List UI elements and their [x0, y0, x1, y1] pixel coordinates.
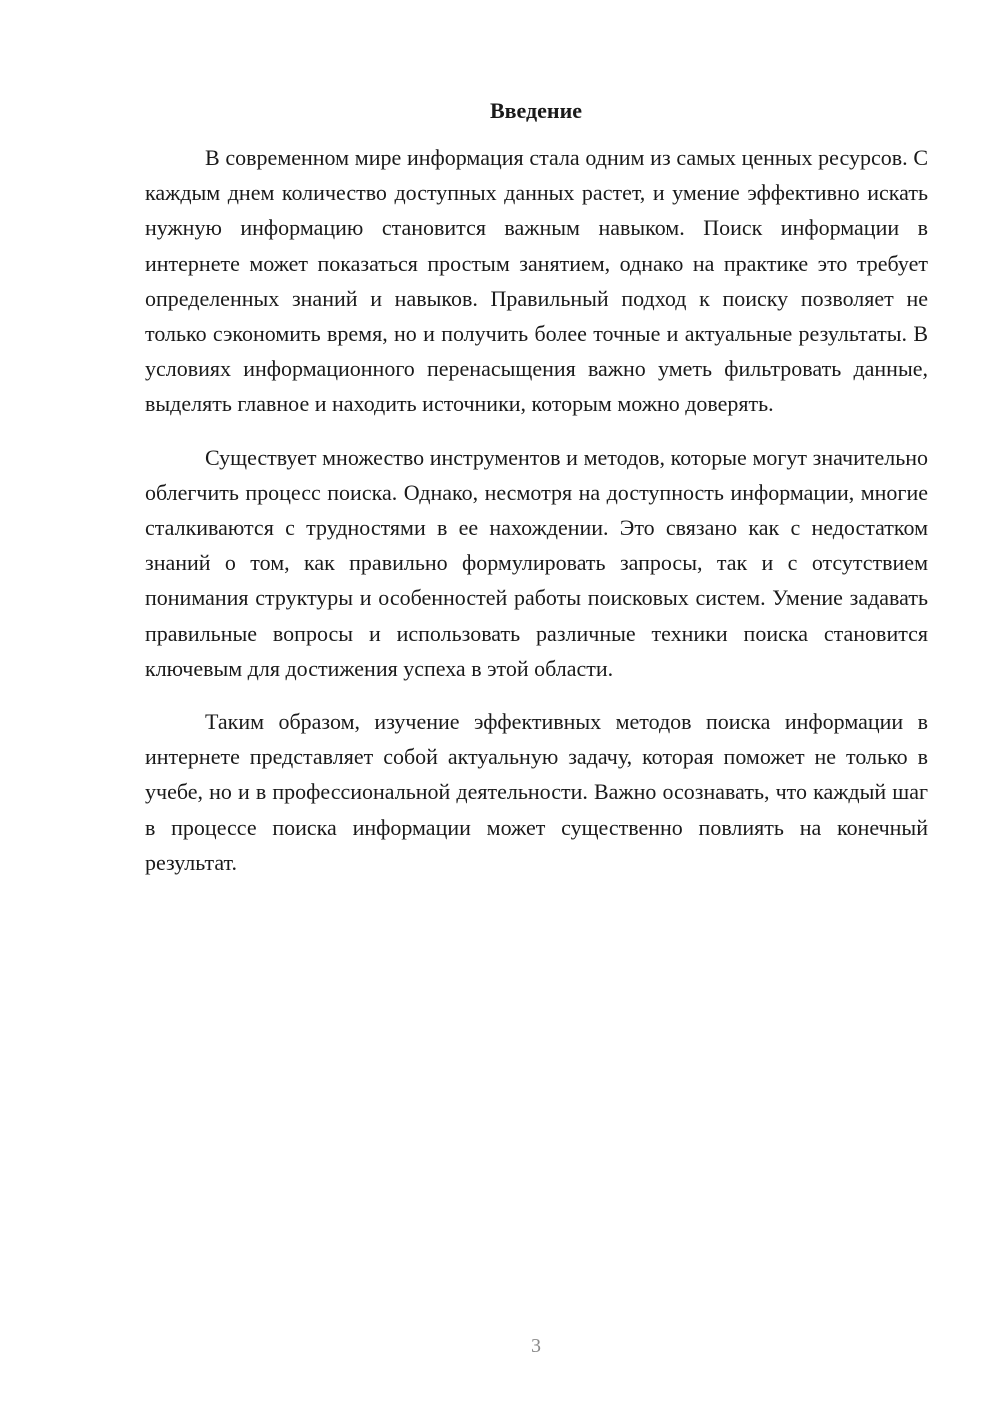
- section-title: Введение: [489, 98, 583, 123]
- paragraph-1: В современном мире информация стала одним из самых ценных ресурсов. С каждым днем количество доступных данных растет, и умение эффективно искать нужную информацию становится важным навыком. Поиск информации в интернете может показаться простым занятием, однако на практике это требует определенных знаний и навыков. Правильный подход к поиску позволяет не только сэкономить время, но и получить более точные и актуальные результаты. В условиях информационного перенасыщения важно уметь фильтровать данные, выделять главное и находить источники, которым можно доверять.: [145, 145, 928, 417]
- paragraph-2: Существует множество инструментов и методов, которые могут значительно облегчить процесс поиска. Однако, несмотря на доступность информации, многие сталкиваются с трудностями в ее нахождении. Это связано как с недостатком знаний о том, как правильно формулировать запросы, так и с отсутствием понимания структуры и особенностей работы поисковых систем. Умение задавать правильные вопросы и использовать различные техники поиска становится ключевым для достижения успеха в этой области.: [145, 444, 928, 681]
- body-text: [145, 140, 928, 898]
- paragraph-3: Таким образом, изучение эффективных методов поиска информации в интернете представляет собой актуальную задачу, которая поможет не только в учебе, но и в профессиональной деятельности. Важно осознавать, что каждый шаг в процессе поиска информации может существенно повлиять на конечный результат.: [145, 709, 928, 875]
- page-number: 3: [531, 1335, 541, 1357]
